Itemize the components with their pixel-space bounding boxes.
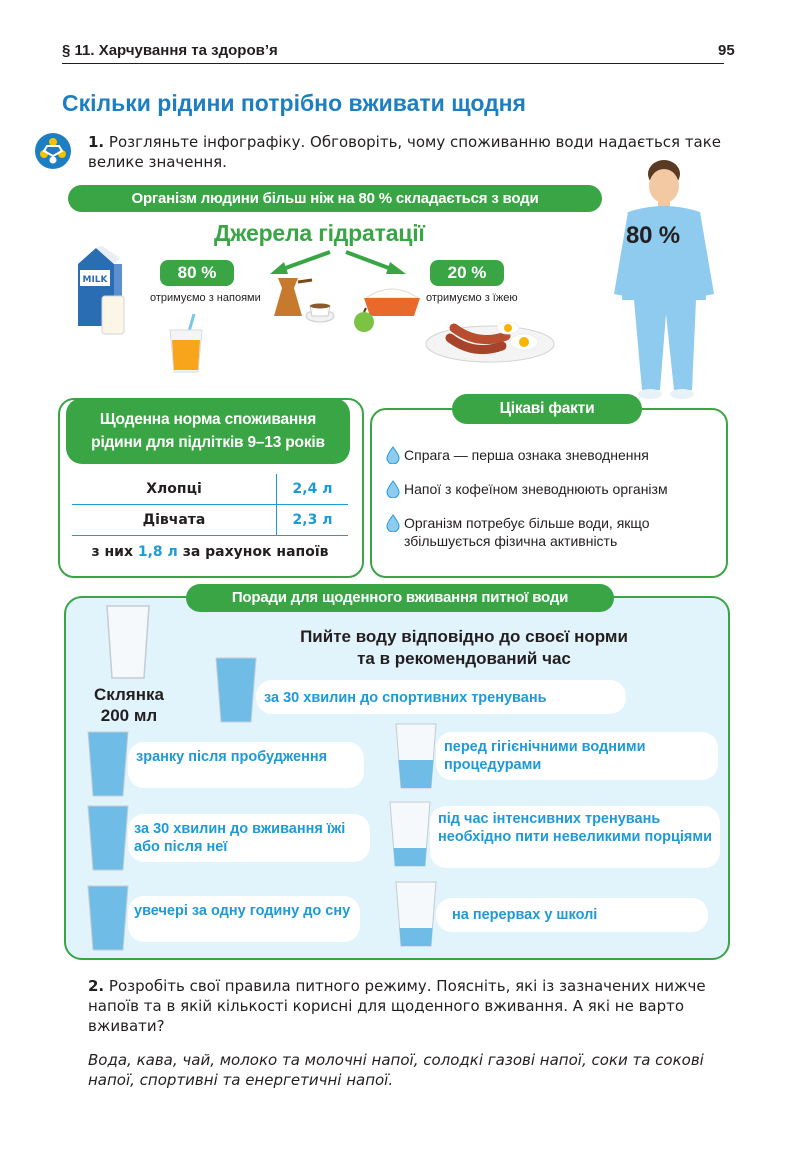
norm-row-value: 2,3 л	[292, 512, 333, 528]
tip-text: за 30 хвилин до спортивних тренувань	[264, 690, 547, 706]
body-water-percent: 80 %	[626, 222, 680, 249]
milk-carton-icon	[74, 246, 126, 338]
glass-label-line1: Склянка	[94, 685, 164, 704]
task-1-number: 1.	[88, 133, 105, 151]
juice-glass-icon	[164, 312, 210, 374]
coffee-icon	[272, 272, 336, 328]
norm-footer	[72, 544, 348, 560]
full-glass-icon	[214, 656, 258, 724]
norm-footer-value: 1,8 л	[137, 544, 178, 560]
task-1-text: Розгляньте інфографіку. Обговоріть, чому споживанню води надається таке велике значення.	[88, 133, 722, 171]
drinks-list: Вода, кава, чай, молоко та молочні напої, солодкі газові напої, соки та сокові напої, спортивні та енергетичні напої.	[88, 1051, 704, 1089]
page-number: 95	[718, 42, 735, 59]
fact-item: Спрага — перша ознака зневоднення	[404, 447, 649, 463]
low-glass-icon	[394, 880, 438, 948]
tip-text: за 30 хвилин до вживання їжі або після неї	[134, 821, 346, 855]
person-body-icon	[604, 154, 724, 402]
tip-text: під час інтенсивних тренувань необхідно пити невеликими порціями	[438, 811, 713, 845]
tips-title: Поради для щоденного вживання питної води	[186, 584, 614, 612]
norm-footer-post: за рахунок напоїв	[182, 544, 329, 560]
low-glass-icon	[388, 800, 432, 868]
water-drop-icon	[386, 480, 400, 498]
drinks-caption: отримуємо з напоями	[150, 292, 261, 304]
norm-footer-pre: з них	[91, 544, 133, 560]
norm-table	[72, 474, 348, 540]
hydration-title: Джерела гідратації	[214, 220, 425, 246]
drinks-percent: 80 %	[160, 260, 234, 286]
tip-text: на перервах у школі	[452, 907, 598, 923]
norm-title-line2: рідини для підлітків 9–13 років	[91, 434, 325, 451]
full-glass-icon	[86, 884, 130, 952]
glass-label-line2: 200 мл	[100, 706, 158, 725]
norm-row-girls	[72, 505, 348, 536]
norm-title	[66, 408, 350, 454]
tip-text: перед гігієнічними водними процедурами	[444, 739, 646, 773]
tips-headline	[244, 626, 684, 670]
task-2	[88, 976, 728, 1036]
norm-row-boys	[72, 474, 348, 505]
fact-item: Організм потребує більше води, якщо збільшується фізична активність	[404, 515, 650, 549]
fact-item: Напої з кофеїном зневоднюють організм	[404, 481, 668, 497]
discussion-icon	[34, 132, 72, 170]
water-banner: Організм людини більш ніж на 80 % складається з води	[68, 185, 602, 212]
water-drop-icon	[386, 514, 400, 532]
tip-text: увечері за одну годину до сну	[134, 903, 351, 919]
full-glass-icon	[86, 804, 130, 872]
norm-row-label: Хлопці	[72, 474, 277, 504]
cottage-cheese-icon	[352, 276, 422, 336]
norm-row-label: Дівчата	[72, 505, 277, 535]
sausage-plate-icon	[424, 316, 556, 364]
food-caption: отримуємо з їжею	[426, 292, 518, 304]
running-head: § 11. Харчування та здоров’я	[62, 42, 278, 59]
header-rule	[62, 63, 724, 64]
norm-title-line1: Щоденна норма споживання	[99, 411, 317, 428]
water-drop-icon	[386, 446, 400, 464]
tips-headline-line1: Пийте воду відповідно до своєї норми	[300, 627, 628, 646]
full-glass-icon	[86, 730, 130, 798]
task-2-text: Розробіть свої правила питного режиму. Поясніть, які із зазначених нижче напоїв та в якій кількості корисні для щоденного вживання. А які не варто вживати?	[88, 977, 706, 1035]
task-2-number: 2.	[88, 977, 105, 995]
norm-row-value: 2,4 л	[292, 481, 333, 497]
milk-label: MILK	[82, 275, 108, 285]
empty-glass-icon	[104, 604, 152, 680]
tips-headline-line2: та в рекомендований час	[357, 649, 571, 668]
food-percent: 20 %	[430, 260, 504, 286]
tip-text: зранку після пробудження	[136, 749, 328, 765]
half-glass-icon	[394, 722, 438, 790]
facts-title: Цікаві факти	[452, 394, 642, 424]
glass-label	[84, 684, 174, 726]
section-title: Скільки рідини потрібно вживати щодня	[62, 90, 526, 116]
